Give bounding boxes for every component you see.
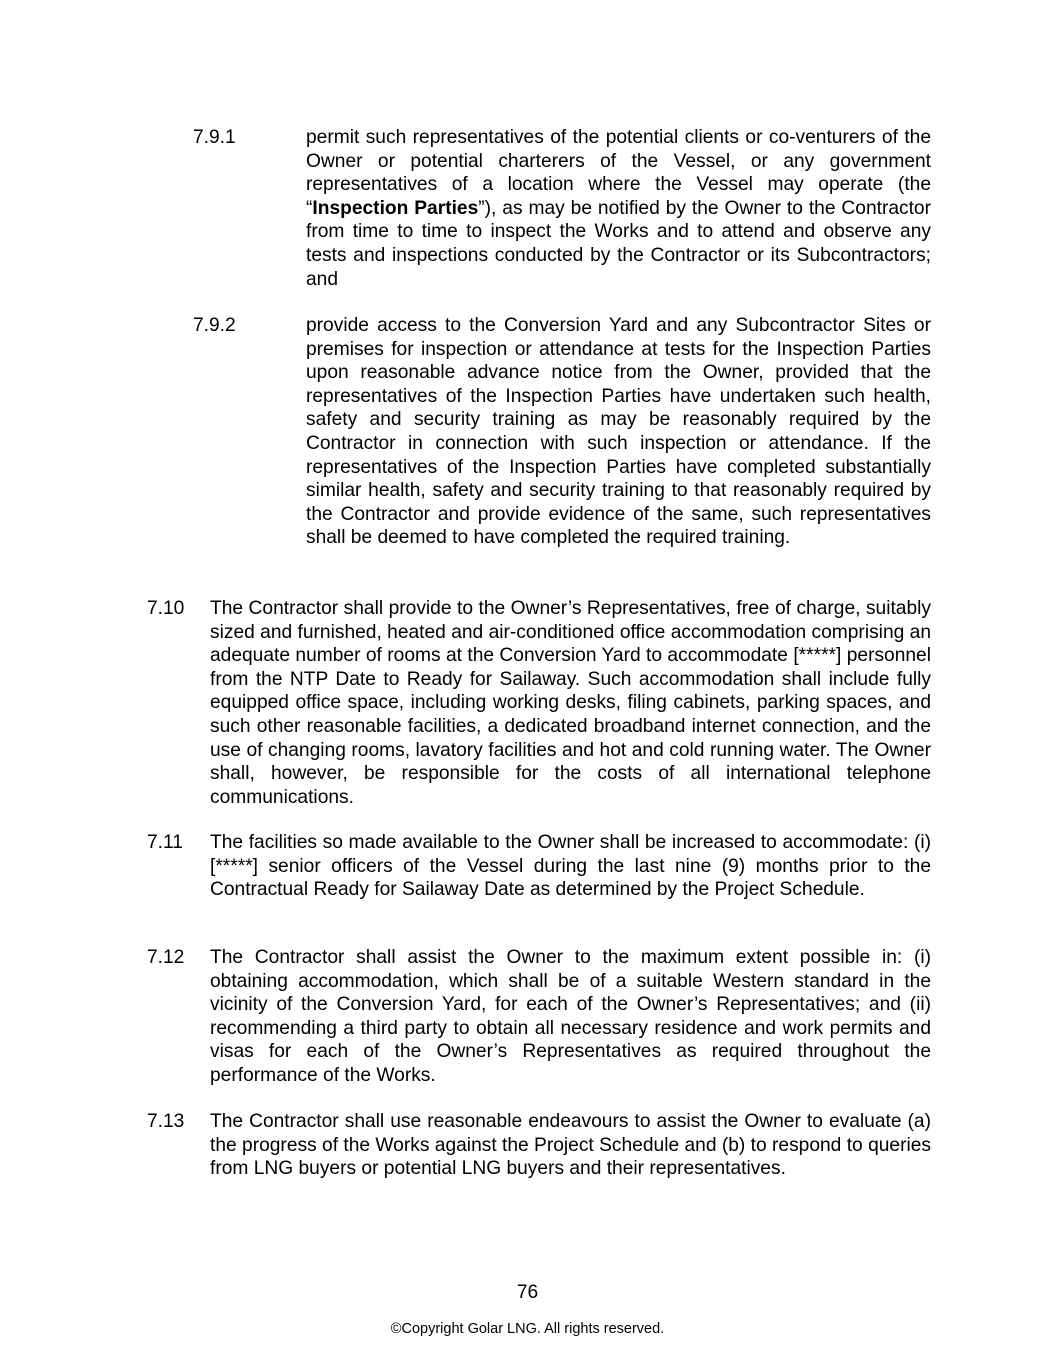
- defined-term-inspection-parties: Inspection Parties: [312, 197, 479, 219]
- clause-text-end: ”), as may be notified by the Owner to the Contractor from time to time to inspect the Works and to attend and observe any tests and inspections conducted by the Contractor or its Subcontractors; and: [306, 197, 931, 290]
- clause-text: The facilities so made available to the Owner shall be increased to accommodate: (i) [*****] senior officers of the Vessel during the last nine (9) months prior to the Contractual Ready for Sailaway Date as determined by the Project Schedule.: [210, 832, 931, 901]
- page-number: 76: [516, 1282, 539, 1303]
- clause-text: [306, 126, 931, 291]
- clause-number: 7.13: [147, 1111, 185, 1132]
- clause-number: 7.9.1: [193, 127, 236, 148]
- clause-number: 7.11: [147, 832, 183, 853]
- clause-number: 7.12: [147, 947, 185, 968]
- clause-text: The Contractor shall assist the Owner to the maximum extent possible in: (i) obtaining accommodation, which shall be of a suitable Western standard in the vicinity of the Conversion Yard, for each of the Owner’s Representatives; and (ii) recommending a third party to obtain all necessary residence and work permits and visas for each of the Owner’s Representatives as required throughout the performance of the Works.: [210, 947, 931, 1086]
- clause-text: The Contractor shall provide to the Owner’s Representatives, free of charge, suitably sized and furnished, heated and air-conditioned office accommodation comprising an adequate number of rooms at the Conversion Yard to accommodate [*****] personnel from the NTP Date to Ready for Sailaway. Such accommodation shall include fully equipped office space, including working desks, filing cabinets, parking spaces, and such other reasonable facilities, a dedicated broadband internet connection, and the use of changing rooms, lavatory facilities and hot and cold running water. The Owner shall, however, be responsible for the costs of all international telephone communications.: [210, 598, 931, 808]
- clause-number: 7.9.2: [193, 315, 236, 336]
- clause-text: provide access to the Conversion Yard and any Subcontractor Sites or premises for inspection or attendance at tests for the Inspection Parties upon reasonable advance notice from the Owner, provided that the representatives of the Inspection Parties have undertaken such health, safety and security training as may be reasonably required by the Contractor in connection with such inspection or attendance. If the representatives of the Inspection Parties have completed substantially similar health, safety and security training to that reasonably required by the Contractor and provide evidence of the same, such representatives shall be deemed to have completed the required training.: [306, 315, 931, 549]
- clause-number: 7.10: [147, 598, 185, 619]
- clause-text-start: permit such representatives of the potential clients or co-venturers of the Owner or potential charterers of the Vessel, or any government representatives of a location where the Vessel may operate (the “: [306, 127, 931, 219]
- copyright-notice: ©Copyright Golar LNG. All rights reserved.: [390, 1321, 665, 1337]
- clause-text: The Contractor shall use reasonable endeavours to assist the Owner to evaluate (a) the progress of the Works against the Project Schedule and (b) to respond to queries from LNG buyers or potential LNG buyers and their representatives.: [210, 1111, 931, 1180]
